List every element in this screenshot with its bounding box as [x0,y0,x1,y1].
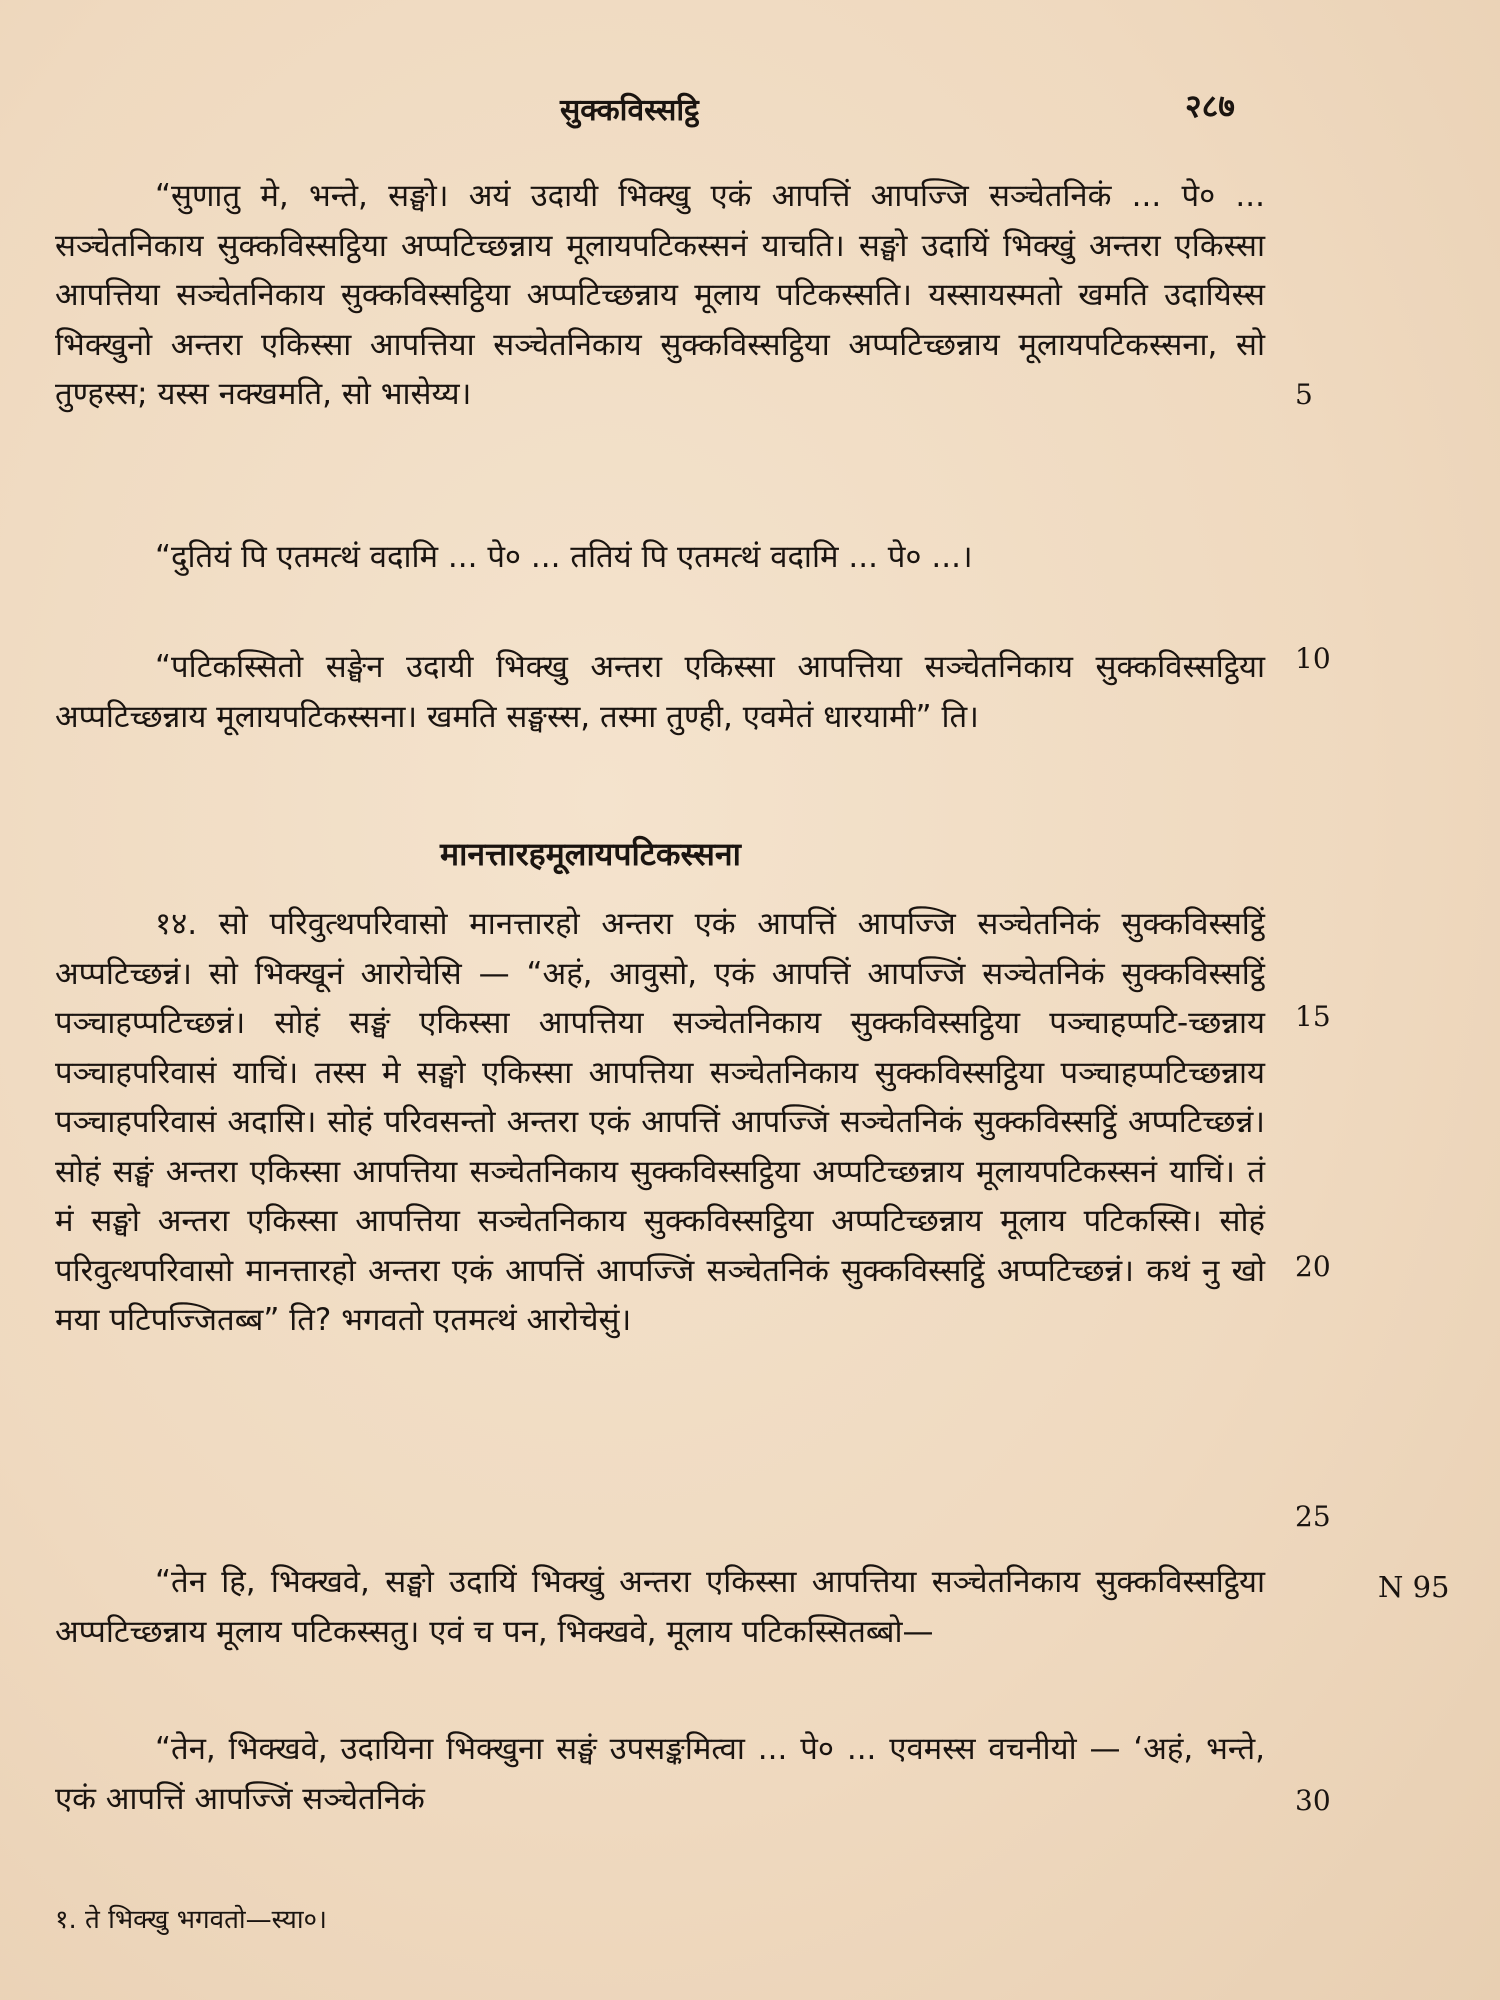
paragraph-4-text: १४. सो परिवुत्थपरिवासो मानत्तारहो अन्तरा एकं आपत्तिं आपज्जि सञ्चेतनिकं सुक्कविस्सट्ठिं अप्पटिच्छन्नं। सो भिक्खूनं आरोचेसि — “अहं, आवुसो, एकं आपत्तिं आपज्जिं सञ्चेतनिकं सुक्कविस्सट्ठिं पञ्चाहप्पटिच्छन्नं। सोहं सङ्घं एकिस्सा आपत्तिया सञ्चेतनिकाय सुक्कविस्सट्ठिया पञ्चाहप्पटि-च्छन्नाय पञ्चाहपरिवासं याचिं। तस्स मे सङ्घो एकिस्सा आपत्तिया सञ्चेतनिकाय सुक्कविस्सट्ठिया पञ्चाहप्पटिच्छन्नाय पञ्चाहपरिवासं अदासि। सोहं परिवसन्तो अन्तरा एकं आपत्तिं आपज्जिं सञ्चेतनिकं सुक्कविस्सट्ठिं अप्पटिच्छन्नं। सोहं सङ्घं अन्तरा एकिस्सा आपत्तिया सञ्चेतनिकाय सुक्कविस्सट्ठिया अप्पटिच्छन्नाय मूलायपटिकस्सनं याचिं। तं मं सङ्घो अन्तरा एकिस्सा आपत्तिया सञ्चेतनिकाय सुक्कविस्सट्ठिया अप्पटिच्छन्नाय मूलाय पटिकस्सि। सोहं परिवुत्थपरिवासो मानत्तारहो अन्तरा एकं आपत्तिं आपज्जिं सञ्चेतनिकं सुक्कविस्सट्ठिं अप्पटिच्छन्नं। कथं नु खो मया पटिपज्जितब्ब” ति? भगवतो एतमत्थं आरोचेसुं। [55,906,1265,1338]
paragraph-5-text: “तेन हि, भिक्खवे, सङ्घो उदायिं भिक्खुं अन्तरा एकिस्सा आपत्तिया सञ्चेतनिकाय सुक्कविस्सट्ठिया अप्पटिच्छन्नाय मूलाय पटिकस्सतु। एवं च पन, भिक्खवे, मूलाय पटिकस्सितब्बो— [55,1564,1265,1650]
margin-reference: N 95 [1378,1570,1450,1604]
page-number: २८७ [1185,87,1235,125]
paragraph-3 [55,643,1265,742]
line-number: 10 [1295,642,1331,675]
paragraph-1 [55,172,1265,420]
line-number: 30 [1295,1784,1331,1817]
paragraph-2-text: “दुतियं पि एतमत्थं वदामि ... पे० ... ततियं पि एतमत्थं वदामि ... पे० ...। [155,539,973,575]
line-number: 25 [1295,1500,1331,1533]
section-heading: मानत्तारहमूलायपटिकस्सना [440,835,741,873]
footnote: १. ते भिक्खु भगवतो—स्या०। [55,1905,327,1935]
paragraph-5 [55,1558,1265,1657]
line-number: 15 [1295,1000,1331,1033]
line-number: 20 [1295,1250,1331,1283]
running-header-title: सुक्कविस्सट्ठि [560,93,699,128]
paragraph-1-text: “सुणातु मे, भन्ते, सङ्घो। अयं उदायी भिक्खु एकं आपत्तिं आपज्जि सञ्चेतनिकं ... पे० ... सञ्चेतनिकाय सुक्कविस्सट्ठिया अप्पटिच्छन्नाय मूलायपटिकस्सनं याचति। सङ्घो उदायिं भिक्खुं अन्तरा एकिस्सा आपत्तिया सञ्चेतनिकाय सुक्कविस्सट्ठिया अप्पटिच्छन्नाय मूलाय पटिकस्सति। यस्सायस्मतो खमति उदायिस्स भिक्खुनो अन्तरा एकिस्सा आपत्तिया सञ्चेतनिकाय सुक्कविस्सट्ठिया अप्पटिच्छन्नाय मूलायपटिकस्सना, सो तुण्हस्स; यस्स नक्खमति, सो भासेय्य। [55,178,1265,412]
paragraph-3-text: “पटिकस्सितो सङ्घेन उदायी भिक्खु अन्तरा एकिस्सा आपत्तिया सञ्चेतनिकाय सुक्कविस्सट्ठिया अप्पटिच्छन्नाय मूलायपटिकस्सना। खमति सङ्घस्स, तस्मा तुण्ही, एवमेतं धारयामी” ति। [55,649,1265,735]
paragraph-2 [55,533,1265,583]
paragraph-4 [55,900,1265,1346]
paragraph-6 [55,1725,1265,1824]
line-number: 5 [1295,378,1313,411]
paragraph-6-text: “तेन, भिक्खवे, उदायिना भिक्खुना सङ्घं उपसङ्कमित्वा ... पे० ... एवमस्स वचनीयो — ‘अहं, भन्ते, एकं आपत्तिं आपज्जिं सञ्चेतनिकं [55,1731,1265,1817]
